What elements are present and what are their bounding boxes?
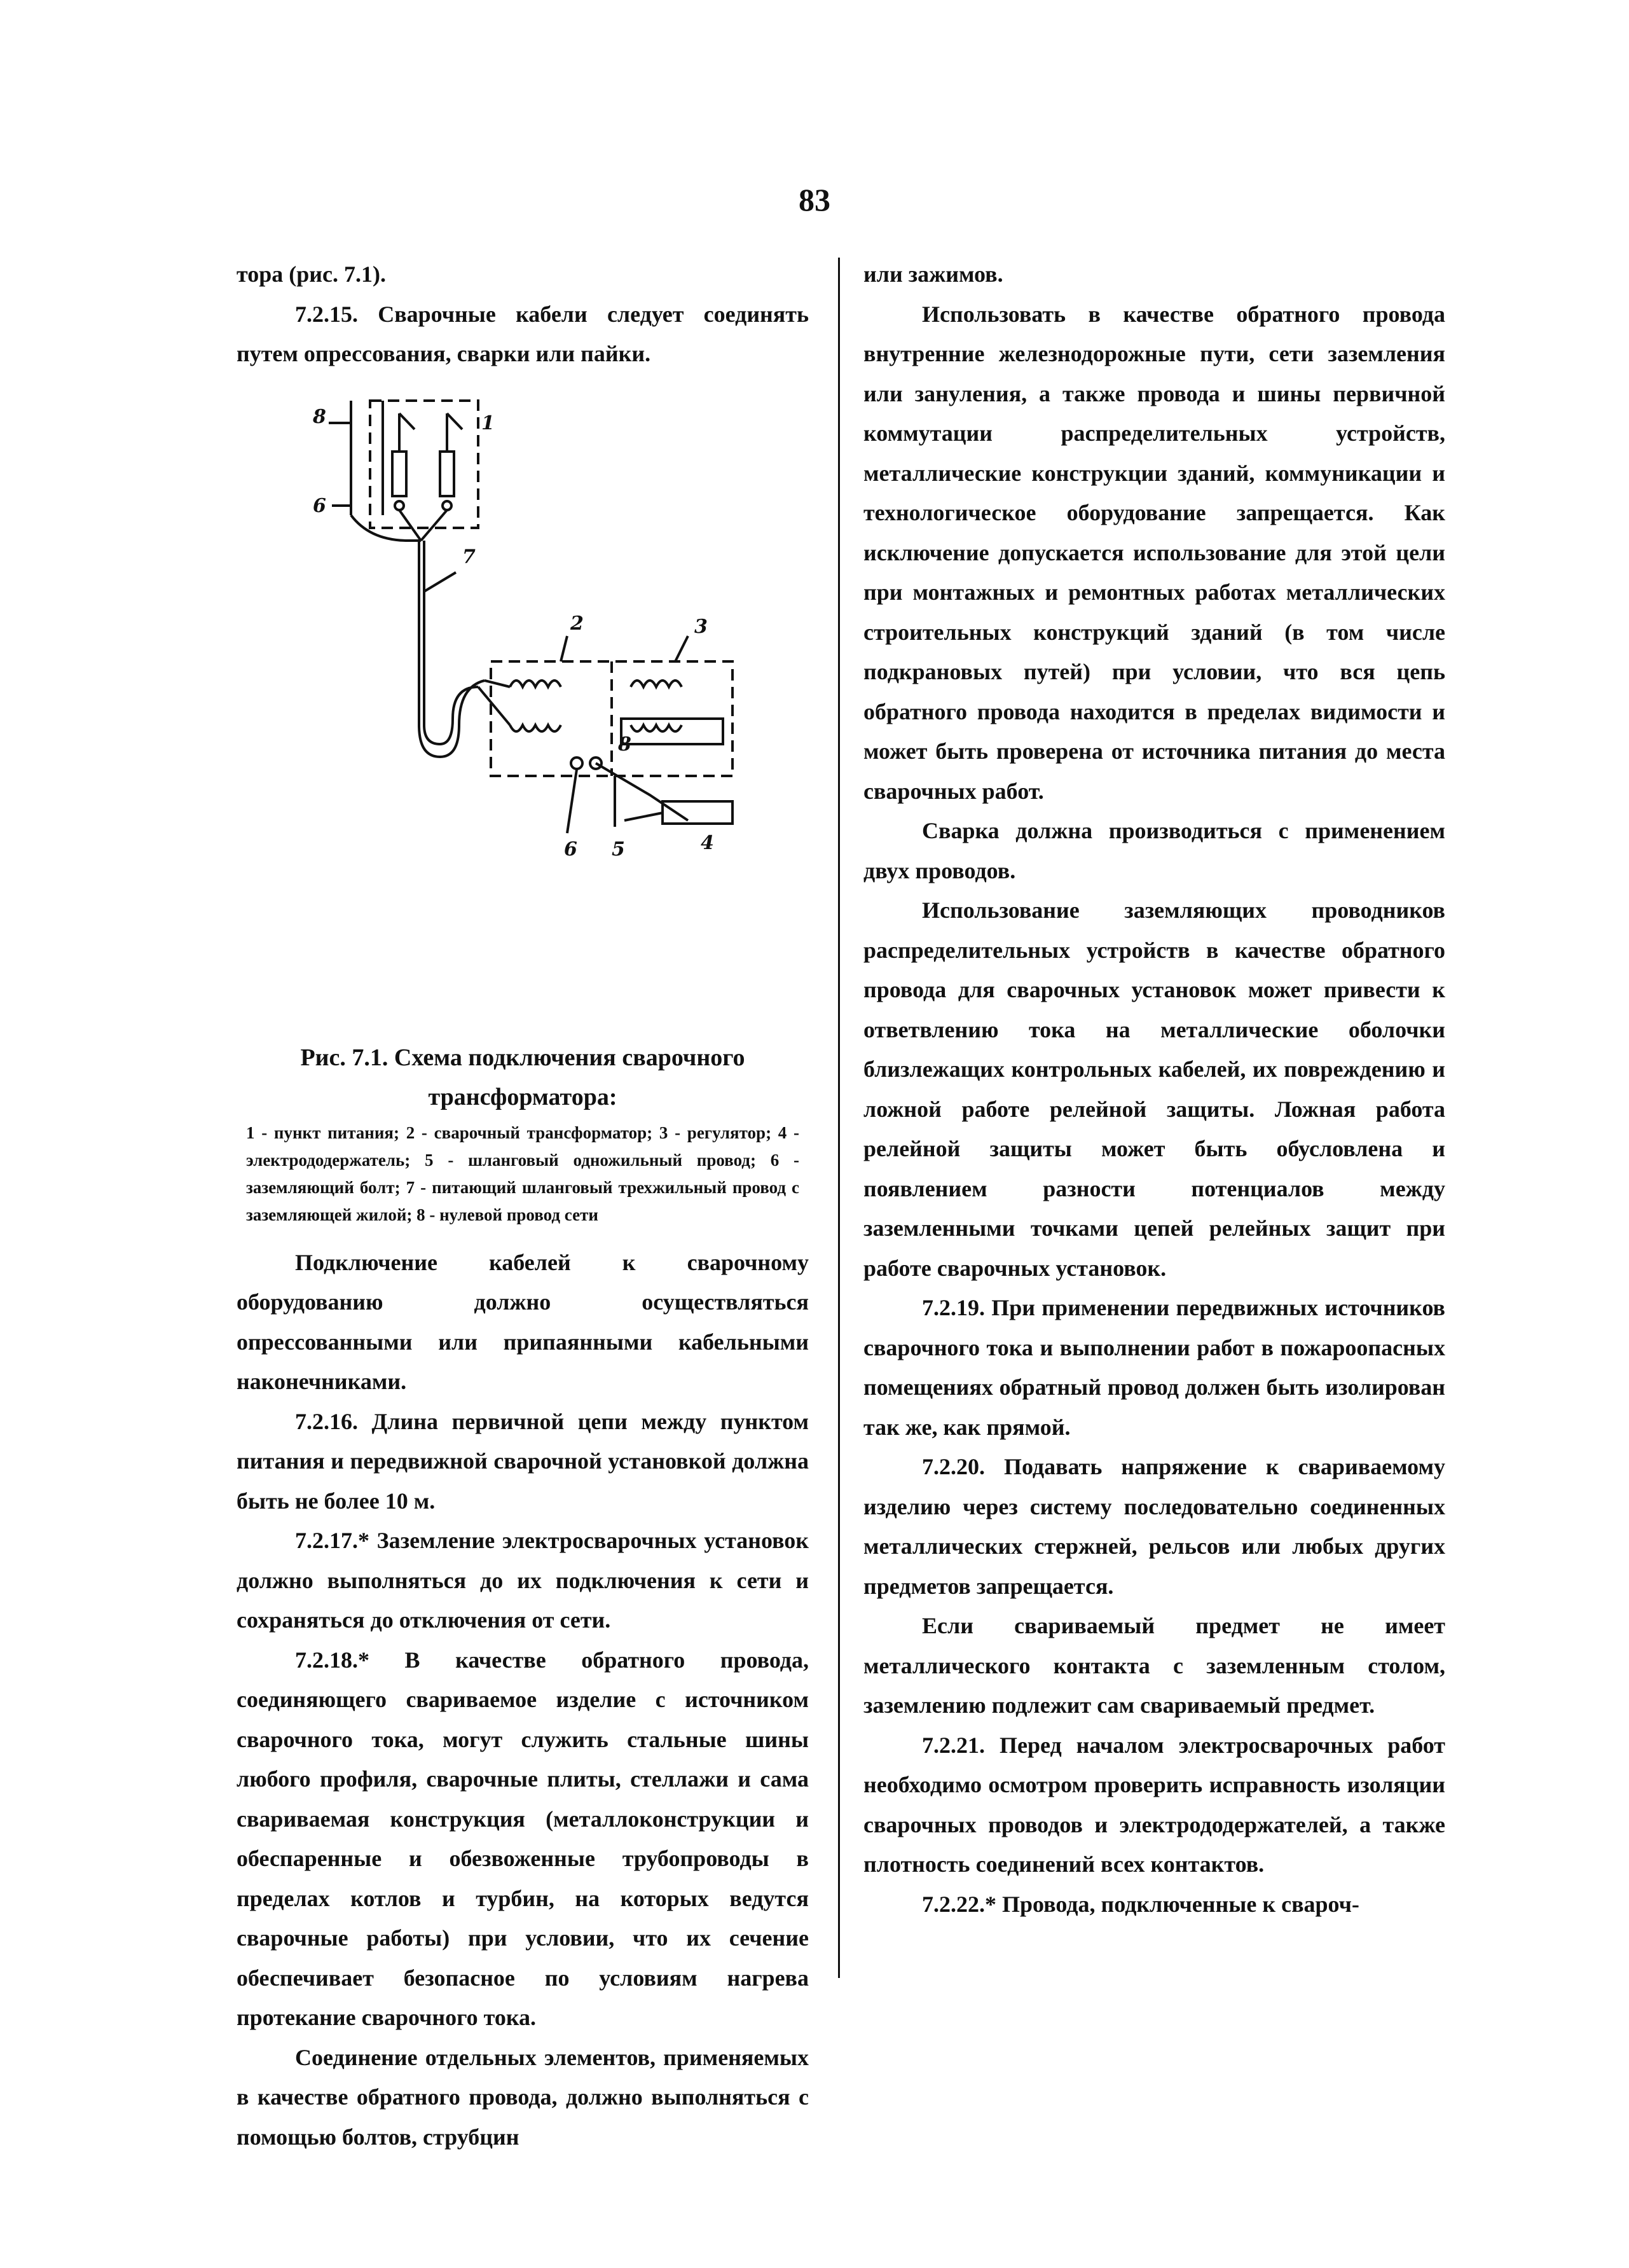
- paragraph-return-wire-joining: Соединение отдельных элементов, применяемых в качестве обратного провода, должно выполняться с помощью болтов, струбцин: [237, 2044, 809, 2150]
- figure-label-3: 3: [694, 615, 708, 638]
- figure-legend: 1 - пункт питания; 2 - сварочный трансформатор; 3 - регулятор; 4 - электрододержатель; 5 - шланговый одножильный провод; 6 - заземляющий болт; 7 - питающий шланговый трехжильный провод с заземляющей жилой; 8 - нулевой провод сети: [246, 1123, 799, 1224]
- figure-caption: Рис. 7.1. Схема подключения сварочного трансформатора:: [300, 1044, 745, 1110]
- welding-transformer-schematic: [294, 388, 739, 1024]
- paragraph-two-wires: Сварка должна производиться с применением двух проводов.: [863, 818, 1445, 883]
- paragraph-7-2-21: 7.2.21. Перед началом электросварочных работ необходимо осмотром проверить исправность изоляции сварочных проводов и электрододержателей, а также плотность соединений всех контактов.: [863, 1732, 1445, 1877]
- right-column: [863, 254, 1445, 2035]
- figure-label-5: 5: [612, 838, 625, 861]
- figure-label-2: 2: [570, 612, 584, 635]
- paragraph-7-2-17: 7.2.17.* Заземление электросварочных установок должно выполняться до их подключения к сети и сохраняться до отключения от сети.: [237, 1528, 809, 1633]
- figure-7-1: [237, 388, 809, 1024]
- paragraph-7-2-20: 7.2.20. Подавать напряжение к свариваемому изделию через систему последовательно соединенных металлических стержней, рельсов или любых других предметов запрещается.: [863, 1454, 1445, 1599]
- paragraph-7-2-22: 7.2.22.* Провода, подключенные к свароч-: [922, 1891, 1359, 1917]
- figure-label-8-top: 8: [313, 405, 326, 428]
- figure-label-4: 4: [701, 831, 714, 854]
- paragraph-cable-connection: Подключение кабелей к сварочному оборудованию должно осуществляться опрессованными или припаянными кабельными наконечниками.: [237, 1249, 809, 1394]
- page-number: 83: [799, 182, 830, 218]
- paragraph-continuation: или зажимов.: [863, 261, 1003, 287]
- figure-label-1: 1: [481, 411, 495, 434]
- paragraph-7-2-16: 7.2.16. Длина первичной цепи между пунктом питания и передвижной сварочной установкой должна быть не более 10 м.: [237, 1408, 809, 1514]
- paragraph-grounding-conductors: Использование заземляющих проводников распределительных устройств в качестве обратного провода для сварочных установок может привести к ответвлению тока на металлические оболочки близлежащих контрольных кабелей, их повреждению и ложной работе релейной защиты. Ложная работа релейной защиты может быть обусловлена и появлением разности потенциалов между заземленными точками цепей релейных защит при работе сварочных установок.: [863, 897, 1445, 1281]
- figure-label-7: 7: [462, 545, 476, 568]
- column-divider: [838, 258, 840, 1978]
- paragraph-7-2-18: 7.2.18.* В качестве обратного провода, соединяющего свариваемое изделие с источником сварочного тока, могут служить стальные шины любого профиля, сварочные плиты, стеллажи и сама свариваемая конструкция (металлоконструкции и обеспаренные и обезвоженные трубопроводы в пределах котлов и турбин, на которых ведутся сварочные работы) при условии, что их сечение обеспечивает безопасное по условиям нагрева протекание сварочного тока.: [237, 1647, 809, 2030]
- paragraph-7-2-19: 7.2.19. При применении передвижных источников сварочного тока и выполнении работ в пожароопасных помещениях обратный провод должен быть изолирован так же, как прямой.: [863, 1295, 1445, 1440]
- paragraph-return-wire-prohibition: Использовать в качестве обратного провода внутренние железнодорожные пути, сети заземления или зануления, а также провода и шины первичной коммутации распределительных устройств, металлические конструкции зданий, коммуникации и технологическое оборудование запрещается. Как исключение допускается использование для этой цели при монтажных и ремонтных работах металлических строительных конструкций зданий (в том числе подкрановых путей) при условии, что вся цепь обратного провода находится в пределах видимости и может быть проверена от источника питания до места сварочных работ.: [863, 301, 1445, 804]
- figure-label-8-bottom: 8: [618, 733, 631, 756]
- paragraph-continuation: тора (рис. 7.1).: [237, 261, 386, 287]
- left-column: [237, 254, 809, 2150]
- paragraph-7-2-15: 7.2.15. Сварочные кабели следует соединять путем опрессования, сварки или пайки.: [237, 301, 809, 366]
- paragraph-grounded-object: Если свариваемый предмет не имеет металлического контакта с заземленным столом, заземлению подлежит сам свариваемый предмет.: [863, 1613, 1445, 1718]
- figure-label-6-bottom: 6: [564, 838, 577, 861]
- figure-label-6-left: 6: [313, 494, 326, 517]
